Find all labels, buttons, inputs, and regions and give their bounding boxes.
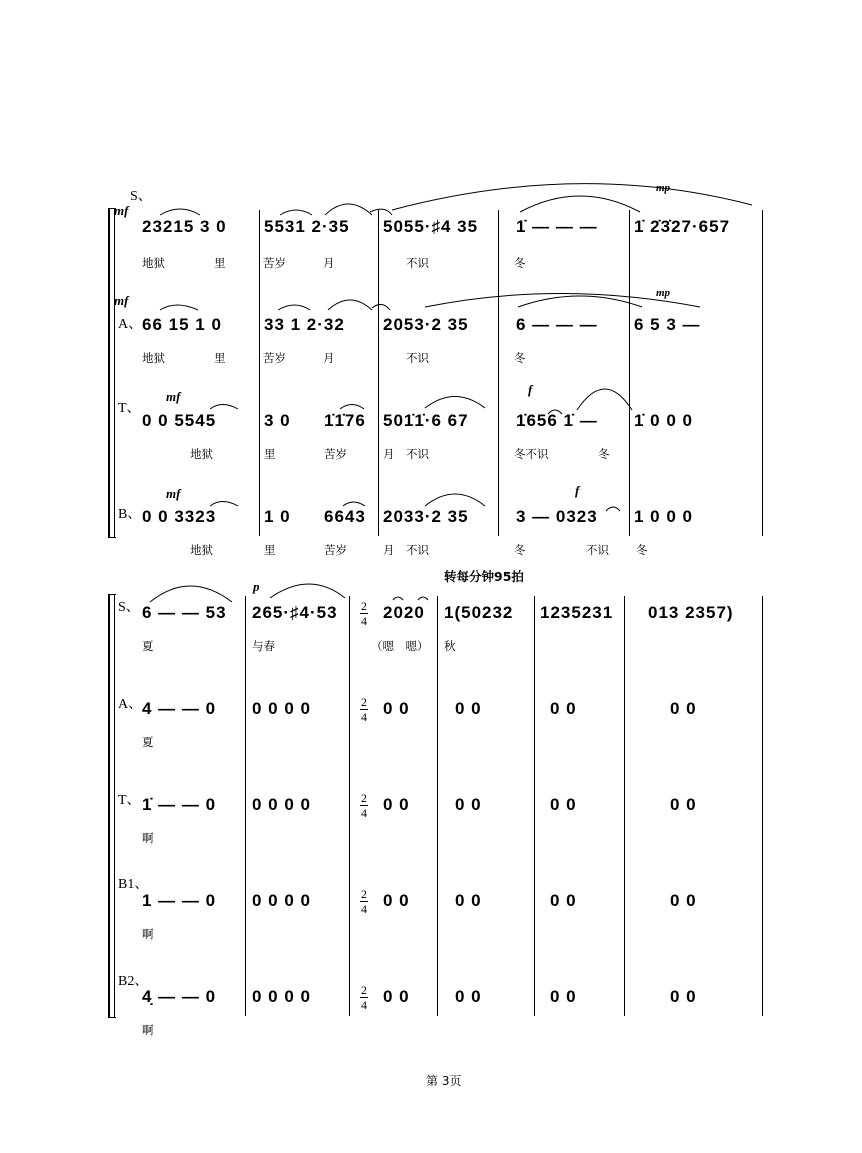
measure: 0 0 0 0: [252, 987, 311, 1006]
measure: 5531 2·35: [264, 217, 350, 236]
page-number: 第 3页: [426, 1074, 462, 1088]
lyric: 秋: [444, 639, 456, 653]
lyric: 里: [264, 447, 276, 461]
lyric: 月: [323, 351, 335, 365]
time-signature: 2 4: [361, 983, 367, 1012]
lyric: 冬: [514, 256, 526, 270]
measure: 0 0: [550, 699, 577, 718]
lyric: 不识: [406, 447, 429, 461]
dynamic-mark: p: [253, 579, 260, 594]
lyric: 冬: [514, 543, 526, 557]
dynamic-mark: mf: [166, 486, 181, 501]
dynamic-mark: mp: [656, 182, 671, 194]
measure: 1235231: [540, 603, 614, 622]
measure: 3 0: [264, 411, 291, 430]
measure: 0 0: [550, 987, 577, 1006]
measure: 23215 3 0: [142, 217, 227, 236]
voice-label-soprano: S、: [130, 189, 152, 204]
measure: 013 2357): [648, 603, 734, 622]
measure: 6 5 3 —: [634, 315, 701, 334]
lyric: 地狱: [190, 447, 213, 461]
measure: 5055·♯4 35: [383, 217, 479, 236]
lyric: 冬: [636, 543, 648, 557]
lyric: （嗯 嗯）: [371, 639, 429, 653]
lyric: 夏: [142, 735, 154, 749]
voice-label-soprano: S、: [118, 600, 140, 615]
voice-label-tenor: T、: [118, 793, 141, 808]
lyric: 苦岁: [263, 351, 286, 365]
dynamic-mark: mf: [166, 389, 181, 404]
dynamic-mark: mf: [114, 203, 129, 218]
measure: 0 0 5545: [142, 411, 217, 430]
measure: 0 0: [455, 987, 482, 1006]
lyric: 地狱: [142, 351, 165, 365]
voice-label-bass-1: B1、: [118, 877, 149, 892]
voice-label-alto: A、: [118, 317, 143, 332]
measure: 1(50232: [444, 603, 514, 622]
measure: 0 0: [670, 987, 697, 1006]
measure: 0 0: [550, 891, 577, 910]
measure: 1̇ 2̇3̇27·657: [634, 217, 731, 236]
measure: 0 0 0 0: [252, 891, 311, 910]
measure: 0 0: [670, 891, 697, 910]
lyric: 啊: [142, 1023, 154, 1037]
time-signature: 2 4: [361, 887, 367, 916]
lyric: 地狱: [190, 543, 213, 557]
dynamic-mark: f: [575, 483, 580, 498]
lyric: 月: [383, 447, 395, 461]
measure: 501̇1̇·6 67: [383, 411, 469, 430]
dynamic-mark: mp: [656, 287, 671, 299]
measure: 0 0: [383, 891, 410, 910]
measure: 0 0: [455, 795, 482, 814]
measure: 1̇ — — 0: [142, 795, 217, 814]
time-signature: 2 4: [361, 695, 367, 724]
lyric: 与春: [252, 639, 275, 653]
measure: 1̇1̇76: [324, 411, 366, 430]
lyric: 不识: [406, 351, 429, 365]
measure: 0 0: [455, 699, 482, 718]
measure: 6 — — —: [516, 315, 598, 334]
measure: 33 1 2·32: [264, 315, 345, 334]
measure: 2033·2 35: [383, 507, 469, 526]
lyric: 里: [264, 543, 276, 557]
measure: 265·♯4·53: [252, 603, 338, 622]
measure: 0 0 0 0: [252, 699, 311, 718]
measure: 4̣ — — 0: [142, 987, 217, 1006]
measure: 0 0 0 0: [252, 795, 311, 814]
lyric: 地狱: [142, 256, 165, 270]
measure: 1 0: [264, 507, 291, 526]
dynamic-mark: f: [528, 382, 533, 397]
measure: 0 0: [670, 795, 697, 814]
lyric: 苦岁: [324, 447, 347, 461]
measure: 0 0: [383, 795, 410, 814]
lyric: 啊: [142, 927, 154, 941]
measure: 1 0 0 0: [634, 507, 693, 526]
voice-label-tenor: T、: [118, 401, 141, 416]
measure: 66 15 1 0: [142, 315, 222, 334]
voice-label-alto: A、: [118, 697, 143, 712]
measure: 0 0: [383, 699, 410, 718]
measure: 2020: [383, 603, 425, 622]
time-signature: 2 4: [361, 791, 367, 820]
time-signature: 2 4: [361, 599, 367, 628]
lyric: 月: [383, 543, 395, 557]
measure: 6643: [324, 507, 366, 526]
dynamic-mark: mf: [114, 293, 129, 308]
tempo-marking: 转每分钟95拍: [444, 569, 524, 584]
lyric: 冬: [514, 351, 526, 365]
lyric: 苦岁: [263, 256, 286, 270]
measure: 3 — 0323: [516, 507, 598, 526]
voice-label-bass: B、: [118, 507, 142, 522]
lyric: 月: [323, 256, 335, 270]
lyric: 里: [214, 351, 226, 365]
measure: 2053·2 35: [383, 315, 469, 334]
lyric: 冬: [598, 447, 610, 461]
lyric: 冬不识: [514, 447, 549, 461]
lyric: 不识: [406, 256, 429, 270]
lyric: 夏: [142, 639, 154, 653]
lyric: 啊: [142, 831, 154, 845]
measure: 4 — — 0: [142, 699, 217, 718]
lyric: 不识: [406, 543, 429, 557]
measure: 0 0: [383, 987, 410, 1006]
measure: 1̇656 1̇ —: [516, 411, 598, 430]
measure: 0 0 3323: [142, 507, 217, 526]
measure: 1̇ 0 0 0: [634, 411, 693, 430]
measure: 6 — — 53: [142, 603, 227, 622]
lyric: 不识: [586, 543, 609, 557]
lyric: 苦岁: [324, 543, 347, 557]
measure: 0 0: [670, 699, 697, 718]
voice-label-bass-2: B2、: [118, 974, 149, 989]
measure: 1 — — 0: [142, 891, 217, 910]
measure: 0 0: [550, 795, 577, 814]
measure: 0 0: [455, 891, 482, 910]
lyric: 里: [214, 256, 226, 270]
measure: 1̇ — — —: [516, 217, 598, 236]
